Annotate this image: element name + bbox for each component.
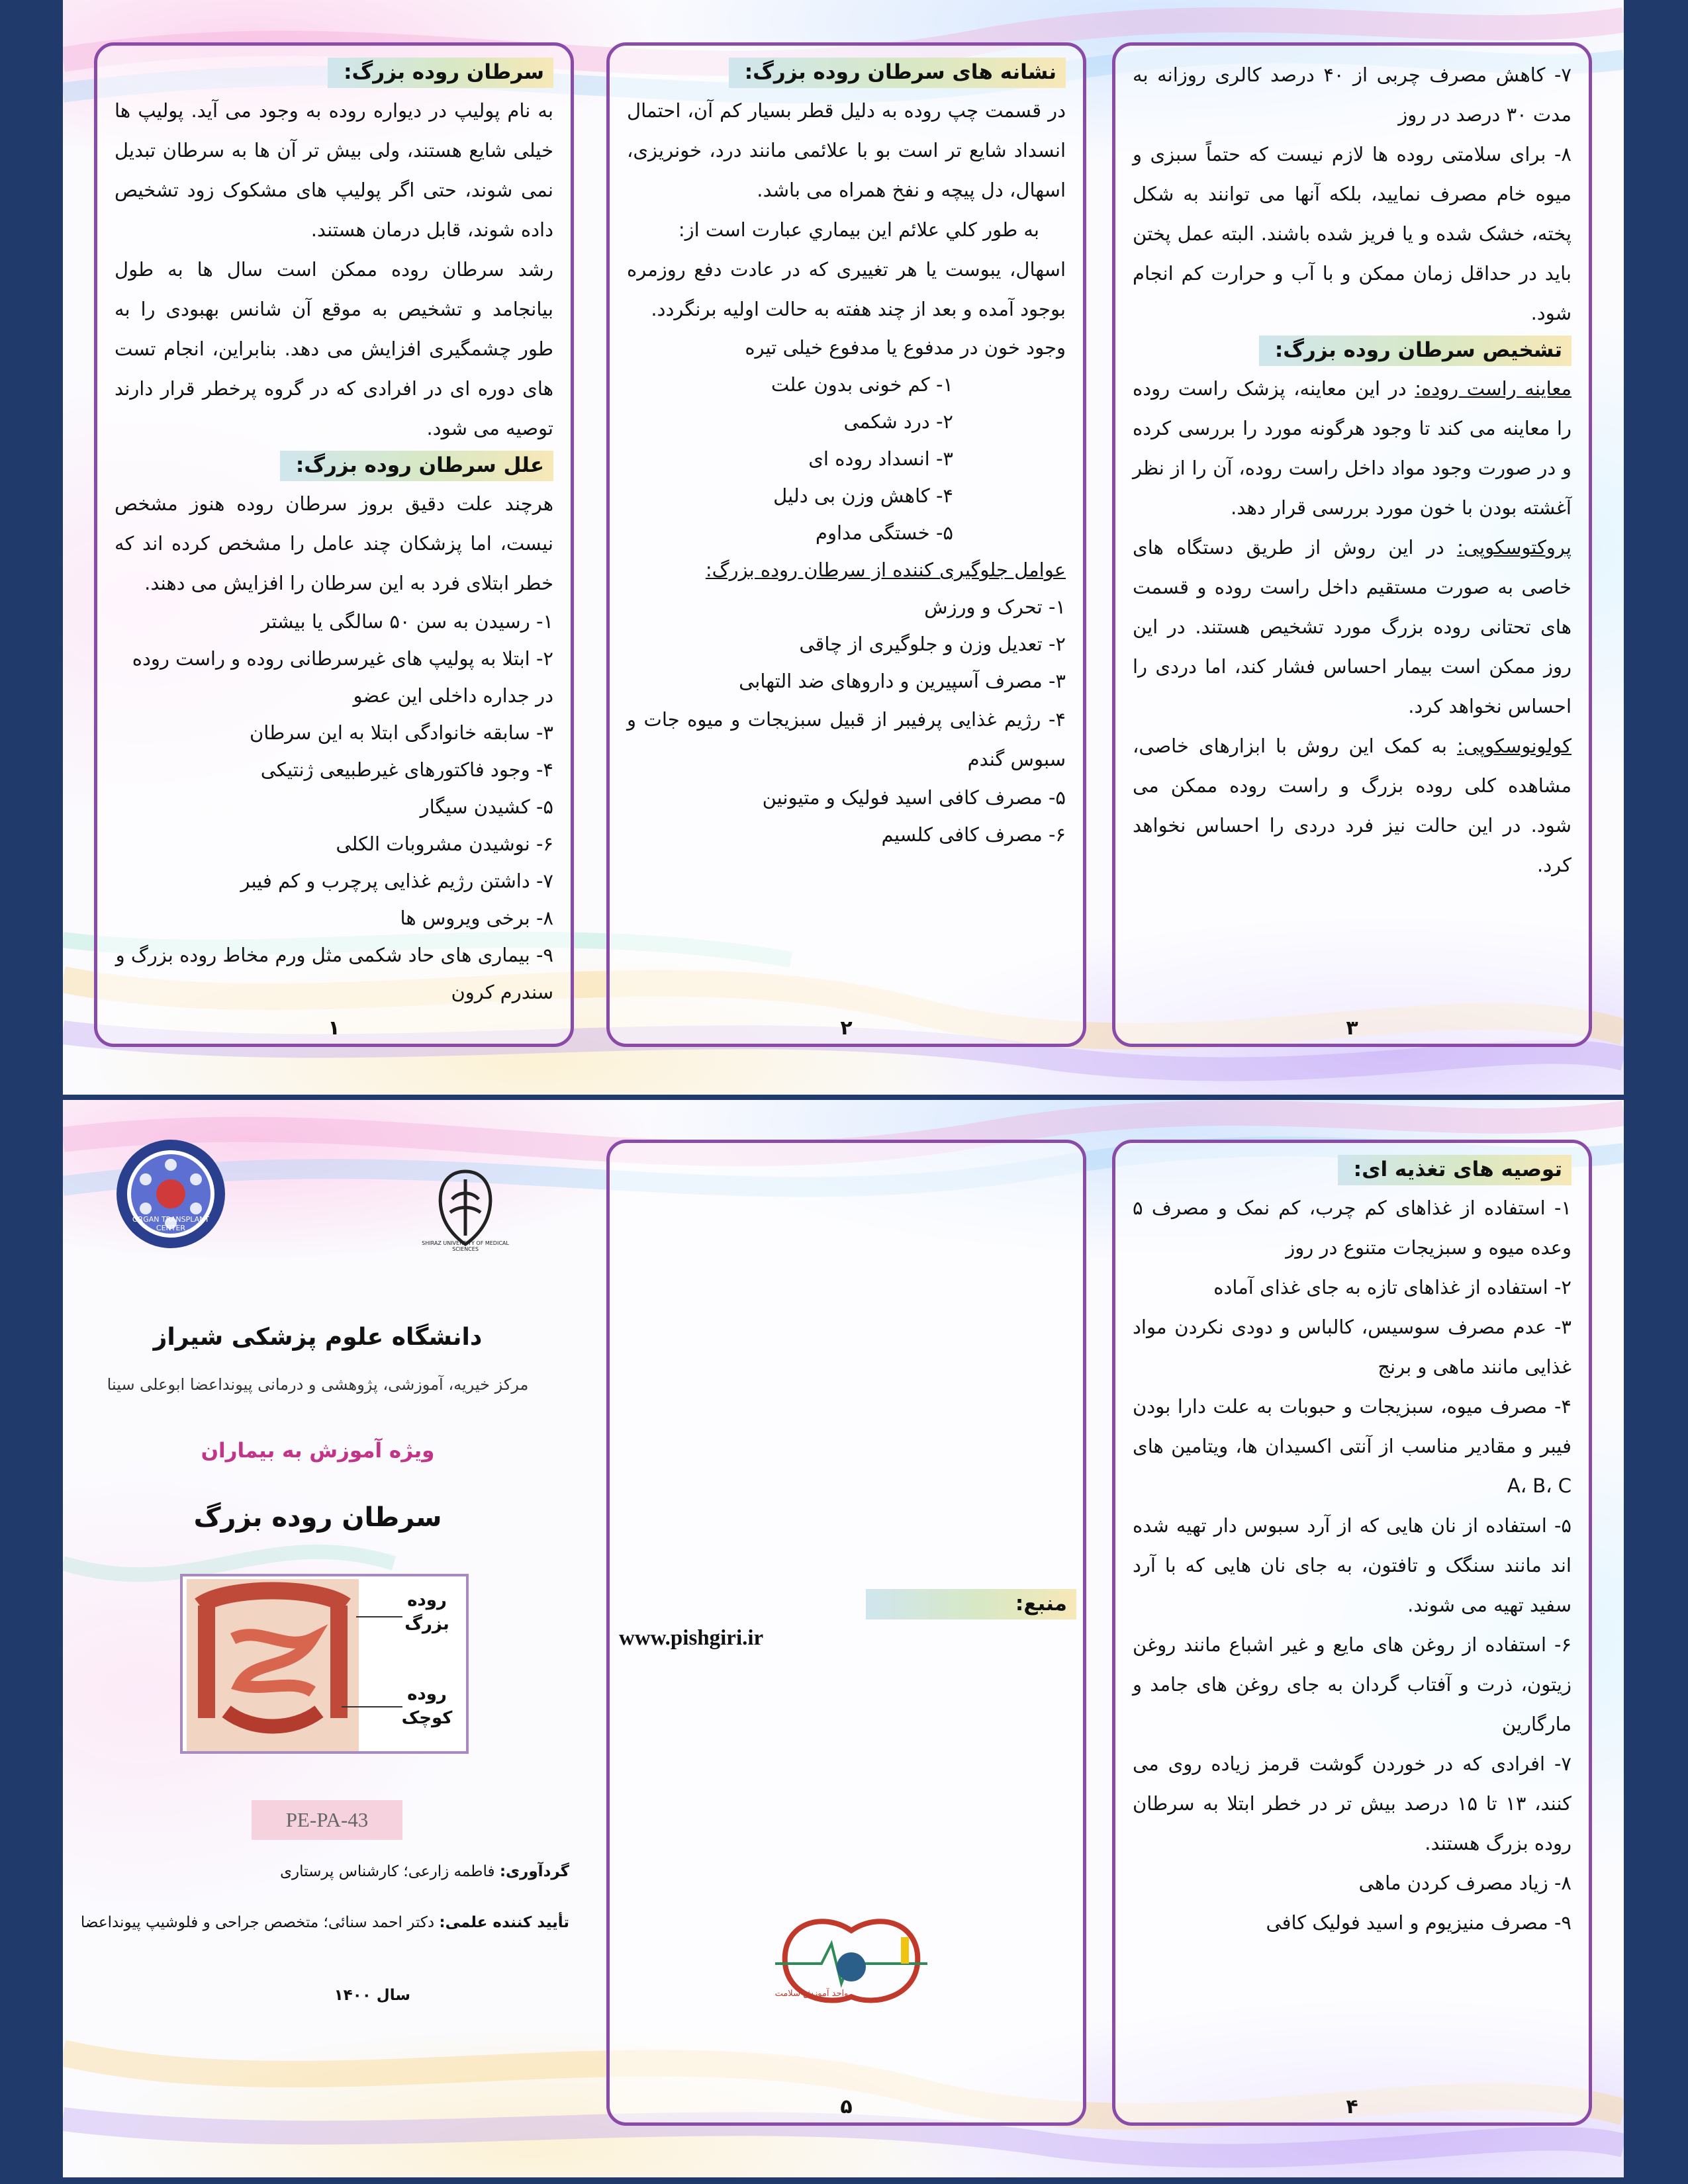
compiler-name: فاطمه زارعی؛ کارشناس پرستاری	[280, 1863, 500, 1880]
label-line	[342, 1706, 402, 1707]
proctoscopy-paragraph	[1133, 527, 1571, 726]
causes-list	[115, 603, 553, 1011]
heading-causes: علل سرطان روده بزرگ:	[280, 451, 553, 481]
university-emblem-icon	[429, 1166, 502, 1252]
proctoscopy-text: در این روش از طریق دستگاه های خاصی به صورت مستقیم داخل راست روده و قسمت های تحتانی روده بزرگ مورد تشخیص هستند. در این روز ممکن است بیمار احساس فشار کند، اما دردی را احساس نخواهد کرد.	[1133, 536, 1571, 717]
compiler-label: گردآوری:	[499, 1863, 569, 1880]
logo-caption: واحد آموزش سلامت	[774, 1989, 849, 1999]
page-number: ۵	[840, 2095, 853, 2118]
list-item: ۳- مصرف آسپیرین و داروهای ضد التهابی	[739, 670, 1066, 692]
causes-intro: هرچند علت دقیق بروز سرطان روده هنوز مشخص نیست، اما پزشکان چند عامل را مشخص کرده اند که خطر ابتلای فرد به این سرطان را افزایش می دهند.	[115, 492, 553, 594]
intro-paragraph: به نام پولیپ در دیواره روده به وجود می آید. پولیپ ها خیلی شایع هستند، ولی بیش تر آن ها به سرطان تبدیل نمی شوند، حتی اگر پولیپ های مشکوک زود تشخیص داده شوند، قابل درمان هستند.	[115, 99, 553, 241]
list-item: ۶- مصرف کافی کلسیم	[881, 823, 1066, 846]
document-code: PE-PA-43	[252, 1800, 402, 1840]
symptoms-intro: در قسمت چپ روده به دلیل قطر بسیار کم آن، احتمال انسداد شایع تر است بو با علائمی مانند درد، خونریزی، اسهال، دل پیچه و نفخ همراه می باشد.	[627, 99, 1066, 201]
organ-transplant-center-logo	[114, 1137, 228, 1251]
colonoscopy-label: کولونوسکوپی:	[1457, 735, 1571, 757]
compiler-line	[66, 1863, 569, 1880]
page-number: ۳	[1346, 1017, 1358, 1040]
prevention-list	[627, 588, 1066, 853]
list-item: ۲- تعدیل وزن و جلوگیری از چاقی	[799, 633, 1066, 655]
list-item: ۴- رژیم غذایی پرفیبر از قبیل سبزیجات و میوه جات و سبوس گندم	[627, 708, 1066, 770]
list-item: ۶- استفاده از روغن های مایع و غیر اشباع مانند روغن زیتون، ذرت و آفتاب گردان به جای روغن های جامد و مارگارین	[1133, 1633, 1571, 1735]
symptoms-general: به طور کلي علائم اين بيماري عبارت است از:	[678, 218, 1039, 241]
year-value: ۱۴۰۰	[334, 1987, 371, 2004]
list-item: ۳- انسداد روده ای	[808, 447, 953, 470]
list-item: ۵- خستگی مداوم	[816, 522, 953, 544]
list-item: ۲- استفاده از غذاهای تازه به جای غذای آماده	[1213, 1276, 1571, 1298]
colon-diagram-icon	[187, 1579, 359, 1751]
organ-transplant-logo-icon	[114, 1137, 228, 1251]
growth-paragraph: رشد سرطان روده ممکن است سال ها به طول بیانجامد و تشخیص به موقع آن شانس بهبودی را به طور چشمگیری افزایش می دهد. بنابراین، انجام تست های دوره ای در افرادی که در گروه پرخطر قرار دارند توصیه می شود.	[115, 258, 553, 439]
page-number: ۲	[840, 1017, 853, 1040]
list-item: ۵- استفاده از نان هایی که از آرد سبوس دار تهیه شده اند مانند سنگک و تافتون، به جای نان هایی که با آرد سفید تهیه می شوند.	[1133, 1514, 1571, 1616]
colon-illustration	[180, 1574, 469, 1754]
health-education-logo	[769, 1911, 934, 2010]
page-number: ۱	[328, 1017, 340, 1040]
university-name: دانشگاه علوم پزشکی شیراز	[153, 1324, 483, 1351]
colonoscopy-paragraph	[1133, 726, 1571, 885]
heading-diagnosis: تشخیص سرطان روده بزرگ:	[1259, 336, 1571, 366]
list-item: ۵- کشیدن سیگار	[420, 796, 553, 818]
special-for-patients: ویژه آموزش به بیماران	[201, 1439, 435, 1463]
tip-8: ۸- برای سلامتی روده ها لازم نیست که حتماً سبزی و میوه خام مصرف نمایید، بلکه آنها می توانند به شکل پخته، خشک شده و یا فریز شده باشند. البته عمل پختن باید در حداقل زمان ممکن و با آب و حرارت کم انجام شود.	[1133, 143, 1571, 324]
university-logo	[422, 1166, 509, 1252]
rectal-exam-label: معاینه راست روده:	[1415, 377, 1571, 400]
heading-colon-cancer: سرطان روده بزرگ:	[328, 58, 553, 88]
heading-prevention: عوامل جلوگیری کننده از سرطان روده بزرگ:	[705, 559, 1066, 581]
tip-7: ۷- کاهش مصرف چربی از ۴۰ درصد کالری روزانه به مدت ۳۰ درصد در روز	[1133, 64, 1571, 126]
list-item: ۶- نوشیدن مشروبات الکلی	[336, 833, 553, 855]
list-item: ۱- تحرک و ورزش	[924, 596, 1066, 618]
panel-source	[606, 1140, 1086, 2126]
list-item: ۱- استفاده از غذاهای کم چرب، کم نمک و مصرف ۵ وعده میوه و سبزیجات متنوع در روز	[1133, 1197, 1571, 1259]
list-item: ۴- مصرف میوه، سبزیجات و حبوبات به علت دارا بودن فیبر و مقادیر مناسب از آنتی اکسیدان ها، ویتامین های A، B، C	[1133, 1395, 1571, 1497]
page-number: ۴	[1346, 2095, 1358, 2118]
heading-nutrition: توصیه های تغذیه ای:	[1338, 1155, 1571, 1185]
colonoscopy-text: به کمک این روش با ابزارهای خاصی، مشاهده کلی روده بزرگ و راست روده ممکن می شود. در این حالت نیز فرد دردی را احساس نخواهد کرد.	[1133, 735, 1571, 876]
list-item: ۴- کاهش وزن بی دلیل	[773, 484, 953, 507]
list-item: ۷- افرادی که در خوردن گوشت قرمز زیاده روی می کنند، ۱۳ تا ۱۵ درصد بیش تر در خطر ابتلا به سرطان روده بزرگ هستند.	[1133, 1752, 1571, 1854]
source-url[interactable]: www.pishgiri.ir	[619, 1626, 764, 1650]
rectal-exam-text: در این معاینه، پزشک راست روده را معاینه می کند تا وجود هرگونه مورد را بررسی کرده و در صورت وجود مواد داخل راست روده، آن را از نظر آغشته بودن با خون مورد بررسی قرار دهد.	[1133, 377, 1571, 519]
list-item: ۱- رسیدن به سن ۵۰ سالگی یا بیشتر	[261, 610, 553, 633]
year-line	[334, 1987, 410, 2004]
approver-label: تأیید کننده علمی:	[439, 1914, 569, 1931]
university-logo-caption: SHIRAZ UNIVERSITY OF MEDICAL SCIENCES	[422, 1240, 509, 1252]
list-item: ۹- مصرف منیزیوم و اسید فولیک کافی	[1266, 1911, 1571, 1934]
list-item: ۴- وجود فاکتورهای غیرطبیعی ژنتیکی	[260, 758, 553, 781]
approver-line	[66, 1914, 569, 1931]
symptoms-list	[627, 366, 1066, 551]
list-item: ۸- زیاد مصرف کردن ماهی	[1358, 1872, 1571, 1894]
rectal-exam-paragraph	[1133, 369, 1571, 527]
nutrition-list	[1133, 1188, 1571, 1942]
heading-symptoms: نشانه های سرطان روده بزرگ:	[729, 58, 1066, 88]
list-item: ۷- داشتن رژیم غذایی پرچرب و کم فیبر	[240, 870, 553, 892]
cover-title: سرطان روده بزرگ	[193, 1502, 442, 1533]
label-small-intestine: روده کوچک	[401, 1684, 453, 1728]
approver-name: دکتر احمد سنائی؛ متخصص جراحی و فلوشیپ پیونداعضا	[80, 1914, 440, 1931]
heading-source: منبع:	[866, 1589, 1076, 1619]
blood-in-stool: وجود خون در مدفوع یا مدفوع خیلی تیره	[745, 336, 1066, 359]
panel-nutrition	[1112, 1140, 1592, 2126]
list-item: ۵- مصرف کافی اسید فولیک و متیونین	[762, 786, 1066, 809]
symptoms-general-2: اسهال، یبوست یا هر تغییری که در عادت دفع روزمره بوجود آمده و بعد از چند هفته به حالت اولیه برنگردد.	[627, 258, 1066, 320]
panel-symptoms	[606, 42, 1086, 1047]
label-line	[356, 1616, 402, 1617]
year-label: سال	[376, 1987, 410, 2004]
panel-diagnosis	[1112, 42, 1592, 1047]
list-item: ۳- عدم مصرف سوسیس، کالباس و دودی نکردن مواد غذایی مانند ماهی و برنج	[1133, 1316, 1571, 1378]
list-item: ۲- ابتلا به پولیپ های غیرسرطانی روده و راست روده در جداره داخلی این عضو	[132, 647, 553, 707]
list-item: ۱- کم خونی بدون علت	[771, 373, 953, 396]
list-item: ۹- بیماری های حاد شکمی مثل ورم مخاط روده بزرگ و سندرم کرون	[115, 944, 553, 1003]
cover-panel	[66, 1125, 569, 2158]
list-item: ۳- سابقه خانوادگی ابتلا به این سرطان	[249, 721, 553, 744]
label-large-intestine: روده بزرگ	[404, 1590, 449, 1634]
list-item: ۸- برخی ویروس ها	[400, 907, 553, 929]
proctoscopy-label: پروکتوسکوپی:	[1457, 536, 1571, 559]
organ-logo-caption: ORGAN TRANSPLANT CENTER	[132, 1215, 210, 1232]
panel-cancer-overview	[94, 42, 574, 1047]
list-item: ۲- درد شکمی	[843, 410, 953, 433]
center-name: مرکز خیریه، آموزشی، پژوهشی و درمانی پیونداعضا ابوعلی سینا	[107, 1375, 529, 1394]
source-heading-wrap	[866, 1586, 1076, 1622]
